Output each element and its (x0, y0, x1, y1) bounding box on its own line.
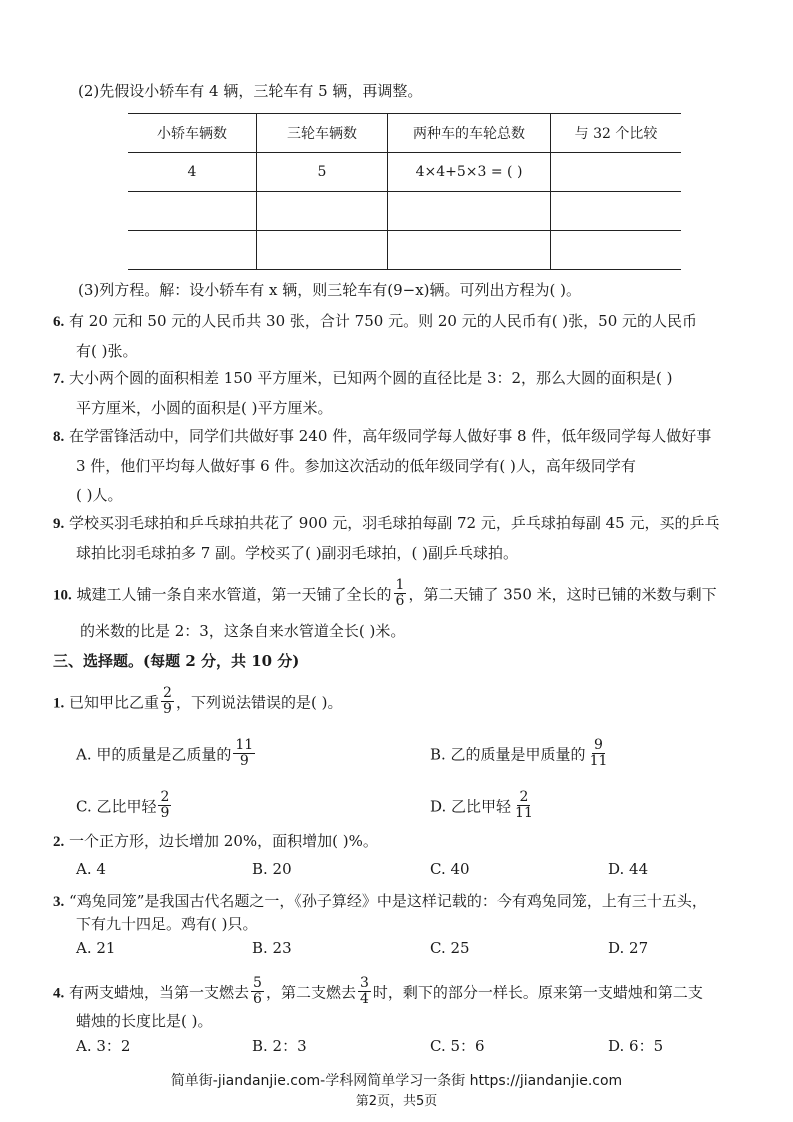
table-cell (257, 231, 388, 270)
q7-number: 7. (53, 371, 65, 387)
c3-text-line1: “鸡兔同笼”是我国古代名题之一，《孙子算经》中是这样记载的：今有鸡兔同笼，上有三十五头， (69, 892, 707, 910)
table-cell (257, 192, 388, 231)
table-cell (388, 231, 551, 270)
c1-option-c-fraction: $\frac{2}{9}$ (160, 789, 170, 821)
c2-option-c: C. 40 (430, 860, 470, 878)
c4-option-a: A. 3：2 (76, 1037, 131, 1055)
table-header: 小轿车辆数 (128, 114, 257, 153)
q8-text-line3: ( )人。 (76, 486, 123, 504)
c2-number: 2. (53, 834, 65, 850)
c4-fraction-2: $\frac{3}{4}$ (359, 975, 369, 1007)
q9-text-line2: 球拍比羽毛球拍多 7 副。学校买了( )副羽毛球拍，( )副乒乓球拍。 (76, 544, 519, 562)
c3-option-a: A. 21 (76, 939, 116, 957)
q10-text-line2: 的米数的比是 2：3，这条自来水管道全长( )米。 (80, 622, 406, 640)
table-row (128, 231, 681, 270)
c2-option-d: D. 44 (608, 860, 649, 878)
table-cell (128, 192, 257, 231)
table-header: 三轮车辆数 (257, 114, 388, 153)
q8-text-line2: 3 件，他们平均每人做好事 6 件。参加这次活动的低年级同学有( )人，高年级同学有 (76, 457, 636, 475)
c4-text-b: ，第二支燃去 (265, 983, 356, 1002)
c2-option-a: A. 4 (76, 860, 106, 878)
c3-option-c: C. 25 (430, 939, 470, 957)
c3-number: 3. (53, 894, 65, 910)
q8-text-line1: 在学雷锋活动中，同学们共做好事 240 件，高年级同学每人做好事 8 件，低年级同学每人做好事 (69, 427, 712, 445)
c1-number: 1. (53, 695, 65, 712)
table-header: 两种车的车轮总数 (388, 114, 551, 153)
q6-text-line2: 有( )张。 (76, 342, 138, 360)
c4-text-a: 有两支蜡烛，当第一支燃去 (69, 983, 250, 1002)
c3 (53, 890, 707, 913)
q6-number: 6. (53, 314, 65, 330)
c4 (53, 975, 703, 1009)
c2-question: 一个正方形，边长增加 20%，面积增加( )%。 (69, 832, 378, 850)
c4-text-c: 时，剩下的部分一样长。原来第一支蜡烛和第二支 (372, 983, 703, 1002)
q8 (53, 425, 711, 448)
c1 (53, 685, 343, 719)
table-row (128, 192, 681, 231)
footer-site: 简单街-jiandanjie.com-学科网简单学习一条街 https://jiandanjie.com (170, 1073, 623, 1089)
c4-option-d: D. 6：5 (608, 1037, 664, 1055)
q9-text-line1: 学校买羽毛球拍和乒乓球拍共花了 900 元，羽毛球拍每副 72 元，乒乓球拍每副 45 元，买的乒乓 (69, 514, 720, 532)
c4-fraction-1: $\frac{5}{6}$ (253, 975, 262, 1007)
c1-option-d: D. 乙比甲轻 $\frac{2}{11}$ (430, 789, 533, 821)
table-cell (388, 192, 551, 231)
table-cell: 4×4+5×3 = ( ) (388, 153, 551, 192)
intro-text: (2)先假设小轿车有 4 辆，三轮车有 5 辆，再调整。 (78, 82, 423, 100)
c4-number: 4. (53, 985, 65, 1002)
footer-page-number: 第2页，共5页 (355, 1094, 438, 1109)
q9 (53, 512, 719, 535)
q7-text-line1: 大小两个圆的面积相差 150 平方厘米，已知两个圆的直径比是 3：2，那么大圆的面积是( ) (69, 369, 673, 387)
c2 (53, 830, 378, 853)
c3-option-d: D. 27 (608, 939, 649, 957)
c1-option-a-fraction: $\frac{11}{9}$ (235, 737, 254, 769)
table-cell: 4 (128, 153, 257, 192)
c1-option-c: C. 乙比甲轻 $\frac{2}{9}$ (76, 789, 170, 821)
table-cell (551, 192, 682, 231)
c1-option-b-fraction: $\frac{9}{11}$ (589, 737, 608, 769)
c1-fraction: $\frac{2}{9}$ (163, 685, 172, 717)
table-header-row (128, 114, 681, 153)
c4-option-c: C. 5：6 (430, 1037, 485, 1055)
q7 (53, 367, 673, 390)
section-3-title: 三、选择题。(每题 2 分，共 10 分) (53, 652, 300, 670)
c1-option-d-fraction: $\frac{2}{11}$ (515, 789, 533, 821)
q10-text-b: ，第二天铺了 350 米，这时已铺的米数与剩下 (408, 585, 717, 604)
c3-option-b: B. 23 (252, 939, 292, 957)
q3-text: (3)列方程。解：设小轿车有 x 辆，则三轮车有(9−x)辆。可列出方程为( )。 (78, 281, 581, 299)
c1-text-b: ，下列说法错误的是( )。 (175, 693, 343, 712)
table-row (128, 153, 681, 192)
c3-text-line2: 下有九十四足。鸡有( )只。 (76, 915, 258, 933)
c4-option-b: B. 2：3 (252, 1037, 307, 1055)
c4-text-line2: 蜡烛的长度比是( )。 (76, 1012, 213, 1030)
q10-fraction: $\frac{1}{6}$ (395, 577, 405, 609)
c1-option-b: B. 乙的质量是甲质量的 $\frac{9}{11}$ (430, 737, 608, 769)
q10-text-a: 城建工人铺一条自来水管道，第一天铺了全长的 (76, 585, 392, 604)
q8-number: 8. (53, 429, 65, 445)
q7-text-line2: 平方厘米，小圆的面积是( )平方厘米。 (76, 399, 333, 417)
c1-option-a: A. 甲的质量是乙质量的 $\frac{11}{9}$ (76, 737, 254, 769)
q6 (53, 310, 697, 333)
table-cell (551, 231, 682, 270)
q10 (53, 577, 717, 611)
table-cell (551, 153, 682, 192)
c2-option-b: B. 20 (252, 860, 292, 878)
table-cell: 5 (257, 153, 388, 192)
c1-text-a: 已知甲比乙重 (69, 693, 160, 712)
q9-number: 9. (53, 516, 65, 532)
table-header: 与 32 个比较 (551, 114, 682, 153)
table-cell (128, 231, 257, 270)
wheel-table (128, 113, 681, 270)
q10-number: 10. (53, 587, 72, 604)
q6-text-line1: 有 20 元和 50 元的人民币共 30 张，合计 750 元。则 20 元的人民币有( )张，50 元的人民币 (69, 312, 698, 330)
